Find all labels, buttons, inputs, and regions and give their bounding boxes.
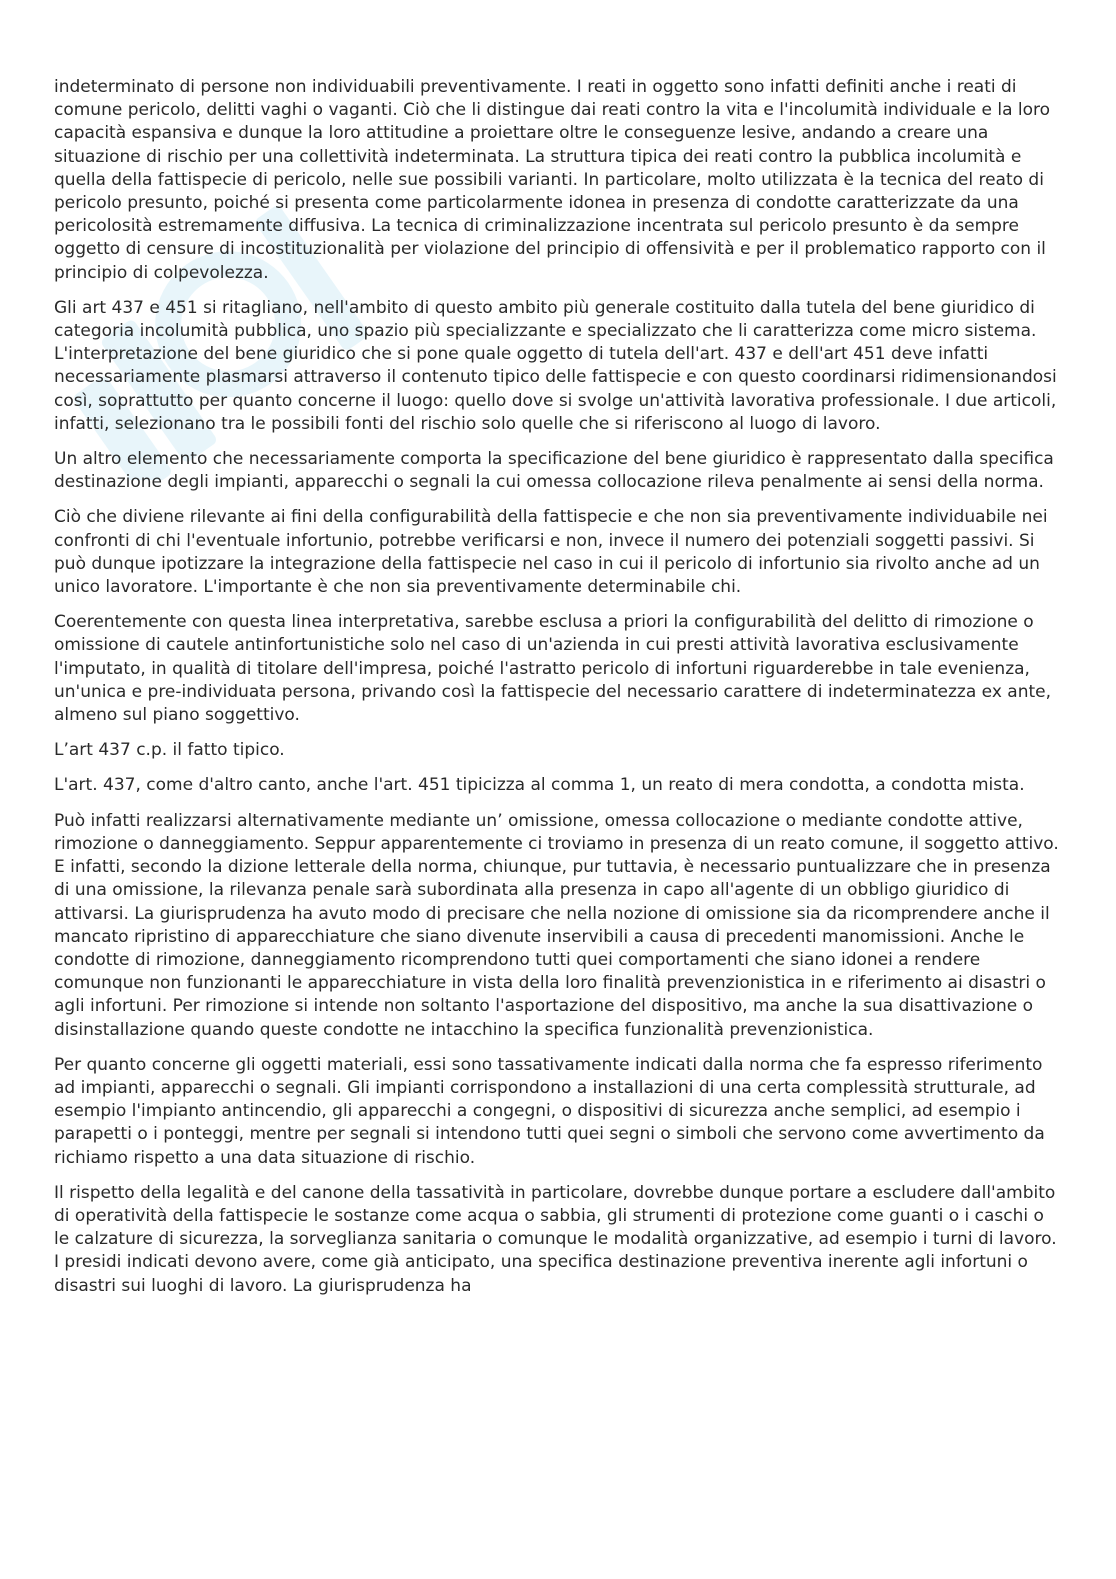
paragraph-2: Gli art 437 e 451 si ritagliano, nell'ambito di questo ambito più generale costituito dalla tutela del bene giuridico di categoria incolumità pubblica, uno spazio più specializzante e specializzato che li caratterizza come micro sistema. L'interpretazione del bene giuridico che si pone quale oggetto di tutela dell'art. 437 e dell'art 451 deve infatti necessariamente plasmarsi attraverso il contenuto tipico delle fattispecie e con questo coordinarsi ridimensionandosi così, soprattutto per quanto concerne il luogo: quello dove si svolge un'attività lavorativa professionale. I due articoli, infatti, selezionano tra le possibili fonti del rischio solo quelle che si riferiscono al luogo di lavoro.	[54, 297, 1057, 434]
paragraph-5: Coerentemente con questa linea interpretativa, sarebbe esclusa a priori la configurabilità del delitto di rimozione o omissione di cautele antinfortunistiche solo nel caso di un'azienda in cui presti attività lavorativa esclusivamente l'imputato, in qualità di titolare dell'impresa, poiché l'astratto pericolo di infortuni riguarderebbe in tale evenienza, un'unica e pre-individuata persona, privando così la fattispecie del necessario carattere di indeterminatezza ex ante, almeno sul piano soggettivo.	[54, 612, 1052, 726]
section-heading: L’art 437 c.p. il fatto tipico.	[54, 740, 285, 761]
paragraph-7: Può infatti realizzarsi alternativamente mediante un’ omissione, omessa collocazione o mediante condotte attive, rimozione o danneggiamento. Seppur apparentemente ci troviamo in presenza di un reato comune, il soggetto attivo. E infatti, secondo la dizione letterale della norma, chiunque, pur tuttavia, è necessario puntualizzare che in presenza di una omissione, la rilevanza penale sarà subordinata alla presenza in capo all'agente di un obbligo giuridico di attivarsi. La giurisprudenza ha avuto modo di precisare che nella nozione di omissione sia da ricomprendere anche il mancato ripristino di apparecchiature che siano divenute inservibili a causa di precedenti manomissioni. Anche le condotte di rimozione, danneggiamento ricomprendono tutti quei comportamenti che siano idonei a rendere comunque non funzionanti le apparecchiature in vista della loro finalità prevenzionistica in e riferimento ai disastri o agli infortuni. Per rimozione si intende non soltanto l'asportazione del dispositivo, ma anche la sua disattivazione o disinstallazione quando queste condotte ne intacchino la specifica funzionalità prevenzionistica.	[54, 810, 1059, 1040]
document-page	[54, 76, 1064, 1310]
paragraph-1: indeterminato di persone non individuabili preventivamente. I reati in oggetto sono infatti definiti anche i reati di comune pericolo, delitti vaghi o vaganti. Ciò che li distingue dai reati contro la vita e l'incolumità individuale e la loro capacità espansiva e dunque la loro attitudine a proiettare oltre le conseguenze lesive, andando a creare una situazione di rischio per una collettività indeterminata. La struttura tipica dei reati contro la pubblica incolumità e quella della fattispecie di pericolo, nelle sue possibili varianti. In particolare, molto utilizzata è la tecnica del reato di pericolo presunto, poiché si presenta come particolarmente idonea in presenza di condotte caratterizzate da una pericolosità estremamente diffusiva. La tecnica di criminalizzazione incentrata sul pericolo presunto è da sempre oggetto di censure di incostituzionalità per violazione del principio di offensività e per il problematico rapporto con il principio di colpevolezza.	[54, 77, 1051, 283]
paragraph-3: Un altro elemento che necessariamente comporta la specificazione del bene giuridico è rappresentato dalla specifica destinazione degli impianti, apparecchi o segnali la cui omessa collocazione rileva penalmente ai sensi della norma.	[54, 449, 1054, 493]
paragraph-4: Ciò che diviene rilevante ai fini della configurabilità della fattispecie e che non sia preventivamente individuabile nei confronti di chi l'eventuale infortunio, potrebbe verificarsi e non, invece il numero dei potenziali soggetti passivi. Si può dunque ipotizzare la integrazione della fattispecie nel caso in cui il pericolo di infortunio sia rivolto anche ad un unico lavoratore. L'importante è che non sia preventivamente determinabile chi.	[54, 507, 1048, 598]
paragraph-9: Il rispetto della legalità e del canone della tassatività in particolare, dovrebbe dunque portare a escludere dall'ambito di operatività della fattispecie le sostanze come acqua o sabbia, gli strumenti di protezione come guanti o i caschi o le calzature di sicurezza, la sorveglianza sanitaria o comunque le modalità organizzative, ad esempio i turni di lavoro. I presidi indicati devono avere, come già anticipato, una specifica destinazione preventiva inerente agli infortuni o disastri sui luoghi di lavoro. La giurisprudenza ha	[54, 1182, 1057, 1296]
paragraph-6: L'art. 437, come d'altro canto, anche l'art. 451 tipicizza al comma 1, un reato di mera condotta, a condotta mista.	[54, 775, 1025, 796]
paragraph-8: Per quanto concerne gli oggetti materiali, essi sono tassativamente indicati dalla norma che fa espresso riferimento ad impianti, apparecchi o segnali. Gli impianti corrispondono a installazioni di una certa complessità strutturale, ad esempio l'impianto antincendio, gli apparecchi a congegni, o dispositivi di sicurezza anche semplici, ad esempio i parapetti o i ponteggi, mentre per segnali si intendono tutti quei segni o simboli che servono come avvertimento da richiamo rispetto a una data situazione di rischio.	[54, 1054, 1045, 1168]
